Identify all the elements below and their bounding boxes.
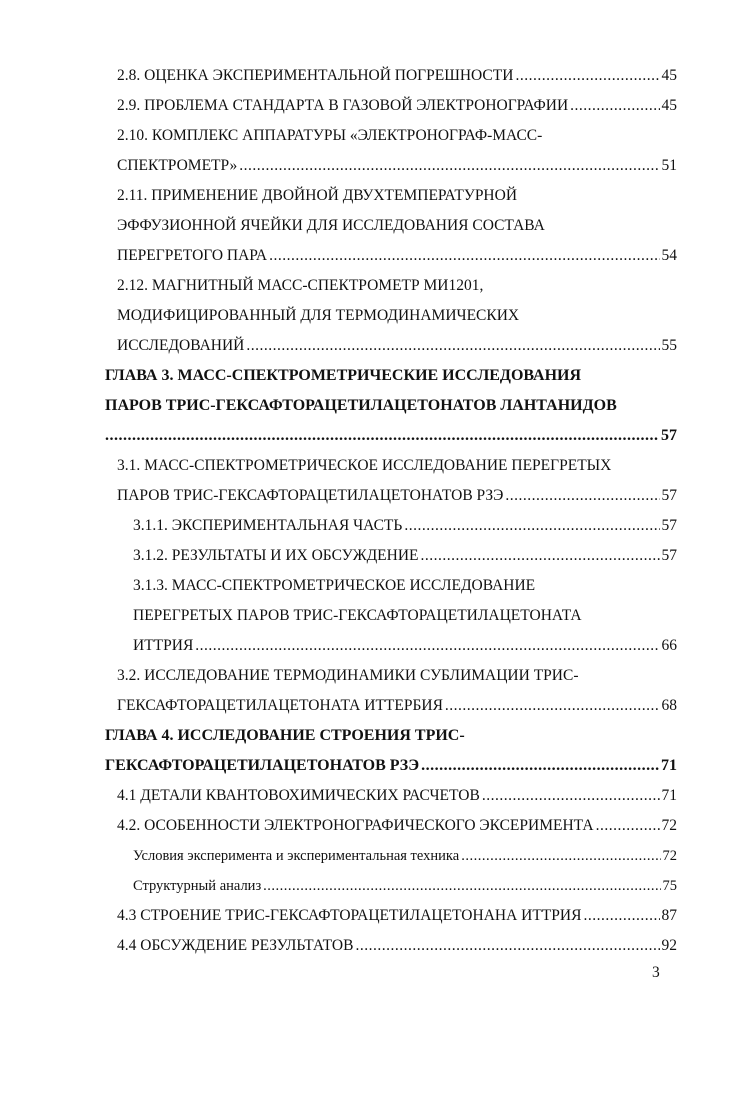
toc-entry-3-2-line1: 3.2. ИССЛЕДОВАНИЕ ТЕРМОДИНАМИКИ СУБЛИМАЦИИ ТРИС- [117,667,579,684]
toc-page-number: 75 [662,878,677,894]
toc-leader-dots [505,486,659,506]
toc-page-number: 51 [661,157,677,174]
toc-page-number: 57 [661,427,677,444]
toc-page-number: 54 [661,247,677,264]
toc-entry-4-2[interactable] [117,816,677,836]
toc-entry-chapter-3[interactable] [105,426,677,446]
toc-leader-dots [596,816,660,836]
toc-leader-dots [583,906,659,926]
toc-page-number: 55 [661,337,677,354]
toc-entry-2-12-line2: МОДИФИЦИРОВАННЫЙ ДЛЯ ТЕРМОДИНАМИЧЕСКИХ [117,307,520,324]
toc-leader-dots [482,786,660,806]
toc-page-number: 72 [661,817,677,834]
toc-page-number: 45 [661,97,677,114]
toc-entry-3-2[interactable] [117,696,677,716]
toc-entry-4-1[interactable] [117,786,677,806]
chapter-3-line2: ПАРОВ ТРИС-ГЕКСАФТОРАЦЕТИЛАЦЕТОНАТОВ ЛАНТАНИДОВ [105,397,617,414]
toc-leader-dots [515,66,659,86]
toc-entry-3-1-3-line2: ПЕРЕГРЕТЫХ ПАРОВ ТРИС-ГЕКСАФТОРАЦЕТИЛАЦЕТОНАТА [133,607,582,624]
toc-leader-dots [445,696,660,716]
toc-page-number: 71 [661,787,677,804]
toc-entry-title: ПАРОВ ТРИС-ГЕКСАФТОРАЦЕТИЛАЦЕТОНАТОВ РЗЭ [117,487,504,504]
toc-page-number: 57 [661,517,677,534]
toc-page-number: 66 [661,637,677,654]
toc-entry-2-10[interactable] [117,156,677,176]
toc-leader-dots [420,546,659,566]
toc-leader-dots [239,156,659,176]
toc-entry-3-1-2[interactable] [133,546,677,566]
toc-entry-title: ИССЛЕДОВАНИЙ [117,337,245,354]
toc-entry-2-12[interactable] [117,336,677,356]
chapter-4-line1: ГЛАВА 4. ИССЛЕДОВАНИЕ СТРОЕНИЯ ТРИС- [105,727,465,744]
toc-page-number: 57 [661,547,677,564]
toc-entry-3-1[interactable] [117,486,677,506]
toc-page-number: 45 [661,67,677,84]
page-number: 3 [652,964,660,981]
toc-leader-dots [404,516,659,536]
toc-entry-2-11[interactable] [117,246,677,266]
toc-entry-title: 3.1.2. РЕЗУЛЬТАТЫ И ИХ ОБСУЖДЕНИЕ [133,547,419,564]
toc-entry-title: 4.4 ОБСУЖДЕНИЕ РЕЗУЛЬТАТОВ [117,937,354,954]
toc-entry-3-1-line1: 3.1. МАСС-СПЕКТРОМЕТРИЧЕСКОЕ ИССЛЕДОВАНИЕ ПЕРЕГРЕТЫХ [117,457,612,474]
toc-leader-dots [570,96,659,116]
toc-leader-dots [263,876,660,896]
toc-leader-dots [355,936,659,956]
toc-entry-title: ГЕКСАФТОРАЦЕТИЛАЦЕТОНАТОВ РЗЭ [105,757,420,774]
toc-entry-title: 2.8. ОЦЕНКА ЭКСПЕРИМЕНТАЛЬНОЙ ПОГРЕШНОСТИ [117,67,514,84]
toc-leader-dots [421,756,659,776]
toc-entry-4-3[interactable] [117,906,677,926]
toc-page-number: 87 [661,907,677,924]
toc-entry-2-9[interactable] [117,96,677,116]
toc-entry-3-1-1[interactable] [133,516,677,536]
toc-page-number: 68 [661,697,677,714]
toc-entry-2-10-line1: 2.10. КОМПЛЕКС АППАРАТУРЫ «ЭЛЕКТРОНОГРАФ-МАСС- [117,127,543,144]
toc-entry-title: 4.2. ОСОБЕННОСТИ ЭЛЕКТРОНОГРАФИЧЕСКОГО ЭКСЕРИМЕНТА [117,817,594,834]
toc-entry-title: ГЕКСАФТОРАЦЕТИЛАЦЕТОНАТА ИТТЕРБИЯ [117,697,443,714]
toc-entry-title: 2.9. ПРОБЛЕМА СТАНДАРТА В ГАЗОВОЙ ЭЛЕКТРОНОГРАФИИ [117,97,569,114]
toc-entry-3-1-3-line1: 3.1.3. МАСС-СПЕКТРОМЕТРИЧЕСКОЕ ИССЛЕДОВАНИЕ [133,577,536,594]
toc-leader-dots [461,846,660,866]
toc-entry-title: Условия эксперимента и экспериментальная техника [133,848,460,864]
toc-leader-dots [269,246,659,266]
toc-entry-experiment-conditions[interactable] [133,846,677,866]
toc-page-number: 57 [661,487,677,504]
toc-entry-4-4[interactable] [117,936,677,956]
toc-entry-title: ПЕРЕГРЕТОГО ПАРА [117,247,268,264]
toc-page-number: 72 [662,848,677,864]
toc-entry-title: 4.1 ДЕТАЛИ КВАНТОВОХИМИЧЕСКИХ РАСЧЕТОВ [117,787,480,804]
toc-entry-title: Структурный анализ [133,878,262,894]
toc-entry-chapter-4[interactable] [105,756,677,776]
toc-entry-title: 3.1.1. ЭКСПЕРИМЕНТАЛЬНАЯ ЧАСТЬ [133,517,403,534]
toc-entry-2-8[interactable] [117,66,677,86]
toc-entry-3-1-3[interactable] [133,636,677,656]
toc-entry-title: ИТТРИЯ [133,637,194,654]
toc-entry-2-12-line1: 2.12. МАГНИТНЫЙ МАСС-СПЕКТРОМЕТР МИ1201, [117,277,484,294]
toc-entry-title: 4.3 СТРОЕНИЕ ТРИС-ГЕКСАФТОРАЦЕТИЛАЦЕТОНАНА ИТТРИЯ [117,907,582,924]
toc-entry-structural-analysis[interactable] [133,876,677,896]
toc-entry-2-11-line1: 2.11. ПРИМЕНЕНИЕ ДВОЙНОЙ ДВУХТЕМПЕРАТУРНОЙ [117,187,518,204]
toc-entry-title: СПЕКТРОМЕТР» [117,157,238,174]
toc-page-number: 92 [661,937,677,954]
toc-page-number: 71 [661,757,677,774]
toc-leader-dots [195,636,659,656]
toc-leader-dots [246,336,659,356]
toc-entry-2-11-line2: ЭФФУЗИОННОЙ ЯЧЕЙКИ ДЛЯ ИССЛЕДОВАНИЯ СОСТАВА [117,217,545,234]
chapter-3-line1: ГЛАВА 3. МАСС-СПЕКТРОМЕТРИЧЕСКИЕ ИССЛЕДОВАНИЯ [105,367,582,384]
toc-leader-dots [105,426,659,446]
